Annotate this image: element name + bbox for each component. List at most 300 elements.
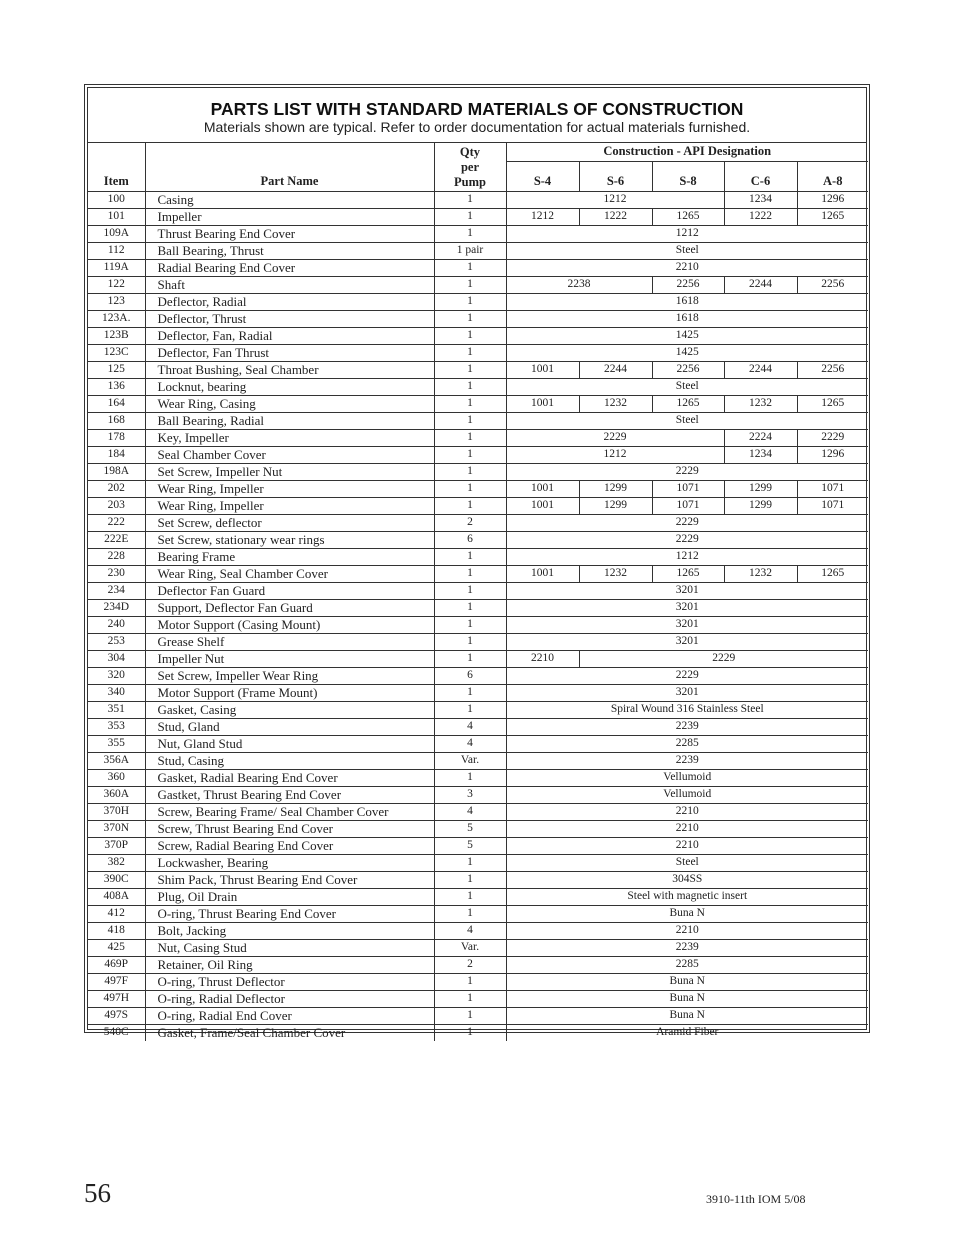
part-name: Motor Support (Frame Mount)	[145, 684, 434, 701]
material-cell: 304SS	[506, 871, 868, 888]
quantity: 1	[434, 548, 506, 565]
part-name: Screw, Bearing Frame/ Seal Chamber Cover	[145, 803, 434, 820]
part-name: Stud, Casing	[145, 752, 434, 769]
item-number: 356A	[88, 752, 145, 769]
material-cell: 1234	[724, 446, 797, 463]
quantity: 1	[434, 684, 506, 701]
quantity: 4	[434, 922, 506, 939]
item-number: 408A	[88, 888, 145, 905]
table-row	[88, 344, 868, 361]
table-row	[88, 684, 868, 701]
material-cell: Steel	[506, 242, 868, 259]
item-number: 253	[88, 633, 145, 650]
part-name: Deflector, Thrust	[145, 310, 434, 327]
material-cell: 2229	[506, 514, 868, 531]
part-name: Wear Ring, Casing	[145, 395, 434, 412]
part-name: Plug, Oil Drain	[145, 888, 434, 905]
table-row	[88, 769, 868, 786]
material-cell: 1212	[506, 225, 868, 242]
table-row	[88, 565, 868, 582]
table-row	[88, 650, 868, 667]
material-cell: 2210	[506, 922, 868, 939]
table-row	[88, 820, 868, 837]
item-number: 119A	[88, 259, 145, 276]
table-row	[88, 599, 868, 616]
quantity: 1	[434, 854, 506, 871]
material-cell: 2229	[506, 667, 868, 684]
table-row	[88, 225, 868, 242]
material-cell: 3201	[506, 684, 868, 701]
quantity: 1	[434, 208, 506, 225]
header-qty-line1: Qty	[459, 144, 481, 159]
item-number: 123B	[88, 327, 145, 344]
table-row	[88, 446, 868, 463]
part-name: O-ring, Thrust Bearing End Cover	[145, 905, 434, 922]
table-row	[88, 854, 868, 871]
part-name: Set Screw, Impeller Nut	[145, 463, 434, 480]
material-cell: 2210	[506, 259, 868, 276]
material-cell: 3201	[506, 616, 868, 633]
table-row	[88, 1024, 868, 1041]
material-cell: 2256	[797, 361, 868, 378]
item-number: 123A.	[88, 310, 145, 327]
quantity: 1	[434, 463, 506, 480]
material-cell: 2256	[797, 276, 868, 293]
quantity: 6	[434, 667, 506, 684]
table-row	[88, 395, 868, 412]
table-row	[88, 276, 868, 293]
quantity: 1	[434, 565, 506, 582]
material-cell: Buna N	[506, 973, 868, 990]
quantity: 1	[434, 412, 506, 429]
table-row	[88, 990, 868, 1007]
table-row	[88, 905, 868, 922]
material-cell: 1212	[506, 208, 579, 225]
table-row	[88, 463, 868, 480]
table-row	[88, 735, 868, 752]
table-header	[88, 143, 868, 191]
material-cell: 2229	[506, 429, 724, 446]
quantity: 1	[434, 446, 506, 463]
table-row	[88, 616, 868, 633]
part-name: Set Screw, deflector	[145, 514, 434, 531]
quantity: 6	[434, 531, 506, 548]
part-name: O-ring, Radial End Cover	[145, 1007, 434, 1024]
material-cell: 1296	[797, 446, 868, 463]
table-row	[88, 1007, 868, 1024]
item-number: 125	[88, 361, 145, 378]
document-reference: 3910-11th IOM 5/08	[706, 1192, 806, 1206]
part-name: Bolt, Jacking	[145, 922, 434, 939]
material-cell: Vellumoid	[506, 769, 868, 786]
part-name: Screw, Radial Bearing End Cover	[145, 837, 434, 854]
table-row	[88, 956, 868, 973]
material-cell: 1618	[506, 310, 868, 327]
table-row	[88, 361, 868, 378]
quantity: 4	[434, 718, 506, 735]
table-row	[88, 837, 868, 854]
part-name: Deflector Fan Guard	[145, 582, 434, 599]
quantity: 1 pair	[434, 242, 506, 259]
table-row	[88, 412, 868, 429]
material-cell: 1001	[506, 395, 579, 412]
part-name: Key, Impeller	[145, 429, 434, 446]
item-number: 164	[88, 395, 145, 412]
header-part-name: Part Name	[145, 143, 434, 191]
part-name: Deflector, Fan Thrust	[145, 344, 434, 361]
quantity: 1	[434, 633, 506, 650]
quantity: 1	[434, 497, 506, 514]
table-row	[88, 293, 868, 310]
material-cell: 1232	[579, 395, 652, 412]
material-cell: 2256	[652, 276, 724, 293]
material-cell: 3201	[506, 599, 868, 616]
part-name: Screw, Thrust Bearing End Cover	[145, 820, 434, 837]
material-cell: 1425	[506, 344, 868, 361]
material-cell: 2244	[724, 361, 797, 378]
quantity: 1	[434, 1024, 506, 1041]
material-cell: 1071	[797, 480, 868, 497]
table-row	[88, 531, 868, 548]
material-cell: 2244	[579, 361, 652, 378]
material-cell: 2256	[652, 361, 724, 378]
material-cell: Aramid Fiber	[506, 1024, 868, 1041]
part-name: Locknut, bearing	[145, 378, 434, 395]
table-row	[88, 310, 868, 327]
material-cell: 1265	[797, 395, 868, 412]
item-number: 109A	[88, 225, 145, 242]
item-number: 497F	[88, 973, 145, 990]
item-number: 234	[88, 582, 145, 599]
table-row	[88, 633, 868, 650]
material-cell: 2210	[506, 837, 868, 854]
material-cell: 1212	[506, 446, 724, 463]
quantity: 1	[434, 378, 506, 395]
material-cell: 2239	[506, 718, 868, 735]
item-number: 203	[88, 497, 145, 514]
part-name: Gasket, Radial Bearing End Cover	[145, 769, 434, 786]
part-name: Wear Ring, Seal Chamber Cover	[145, 565, 434, 582]
quantity: 2	[434, 514, 506, 531]
page-subtitle: Materials shown are typical. Refer to order documentation for actual materials furnished.	[203, 119, 751, 135]
quantity: 1	[434, 259, 506, 276]
part-name: Impeller	[145, 208, 434, 225]
material-cell: 1296	[797, 191, 868, 208]
part-name: Casing	[145, 191, 434, 208]
item-number: 123	[88, 293, 145, 310]
material-cell: 2239	[506, 752, 868, 769]
table-row	[88, 888, 868, 905]
material-cell: 1234	[724, 191, 797, 208]
quantity: 1	[434, 361, 506, 378]
quantity: 3	[434, 786, 506, 803]
quantity: 1	[434, 871, 506, 888]
part-name: Ball Bearing, Radial	[145, 412, 434, 429]
item-number: 304	[88, 650, 145, 667]
part-name: Seal Chamber Cover	[145, 446, 434, 463]
part-name: Bearing Frame	[145, 548, 434, 565]
material-cell: 1001	[506, 361, 579, 378]
part-name: Thrust Bearing End Cover	[145, 225, 434, 242]
material-cell: Buna N	[506, 905, 868, 922]
quantity: 1	[434, 293, 506, 310]
material-cell: 1232	[579, 565, 652, 582]
material-cell: 1001	[506, 497, 579, 514]
header-qty	[434, 143, 506, 191]
table-row	[88, 922, 868, 939]
item-number: 370H	[88, 803, 145, 820]
material-cell: 1299	[724, 497, 797, 514]
table-row	[88, 497, 868, 514]
parts-table	[88, 143, 868, 1041]
material-cell: 2224	[724, 429, 797, 446]
item-number: 418	[88, 922, 145, 939]
table-row	[88, 429, 868, 446]
quantity: 1	[434, 701, 506, 718]
header-c6: C-6	[724, 161, 797, 191]
item-number: 355	[88, 735, 145, 752]
item-number: 122	[88, 276, 145, 293]
material-cell: 3201	[506, 582, 868, 599]
material-cell: Spiral Wound 316 Stainless Steel	[506, 701, 868, 718]
quantity: 1	[434, 480, 506, 497]
part-name: Gasket, Casing	[145, 701, 434, 718]
item-number: 353	[88, 718, 145, 735]
quantity: Var.	[434, 752, 506, 769]
parts-list-frame	[84, 84, 870, 1040]
quantity: 5	[434, 837, 506, 854]
part-name: Impeller Nut	[145, 650, 434, 667]
quantity: 1	[434, 973, 506, 990]
material-cell: 1222	[579, 208, 652, 225]
table-row	[88, 480, 868, 497]
part-name: Set Screw, Impeller Wear Ring	[145, 667, 434, 684]
quantity: 1	[434, 395, 506, 412]
table-row	[88, 667, 868, 684]
table-row	[88, 973, 868, 990]
quantity: 1	[434, 1007, 506, 1024]
item-number: 370P	[88, 837, 145, 854]
header-s8: S-8	[652, 161, 724, 191]
material-cell: 1212	[506, 191, 724, 208]
item-number: 230	[88, 565, 145, 582]
material-cell: 1299	[724, 480, 797, 497]
part-name: O-ring, Radial Deflector	[145, 990, 434, 1007]
quantity: 1	[434, 344, 506, 361]
table-row	[88, 718, 868, 735]
material-cell: 2210	[506, 820, 868, 837]
quantity: 1	[434, 191, 506, 208]
header-a8: A-8	[797, 161, 868, 191]
item-number: 351	[88, 701, 145, 718]
item-number: 497S	[88, 1007, 145, 1024]
material-cell: 1212	[506, 548, 868, 565]
material-cell: 1001	[506, 480, 579, 497]
part-name: Grease Shelf	[145, 633, 434, 650]
material-cell: 2285	[506, 956, 868, 973]
quantity: 1	[434, 616, 506, 633]
material-cell: 1618	[506, 293, 868, 310]
quantity: Var.	[434, 939, 506, 956]
part-name: Nut, Gland Stud	[145, 735, 434, 752]
material-cell: 2285	[506, 735, 868, 752]
material-cell: Vellumoid	[506, 786, 868, 803]
header-s4: S-4	[506, 161, 579, 191]
part-name: Deflector, Radial	[145, 293, 434, 310]
item-number: 540C	[88, 1024, 145, 1041]
material-cell: 1299	[579, 480, 652, 497]
table-row	[88, 871, 868, 888]
item-number: 469P	[88, 956, 145, 973]
part-name: Gastket, Thrust Bearing End Cover	[145, 786, 434, 803]
part-name: Support, Deflector Fan Guard	[145, 599, 434, 616]
header-item: Item	[88, 143, 145, 191]
item-number: 320	[88, 667, 145, 684]
table-row	[88, 582, 868, 599]
part-name: Wear Ring, Impeller	[145, 497, 434, 514]
material-cell: 1265	[652, 395, 724, 412]
table-row	[88, 208, 868, 225]
item-number: 234D	[88, 599, 145, 616]
material-cell: Buna N	[506, 1007, 868, 1024]
header-construction: Construction - API Designation	[506, 143, 868, 161]
material-cell: 1265	[652, 565, 724, 582]
material-cell: 2229	[506, 531, 868, 548]
material-cell: 1071	[797, 497, 868, 514]
table-row	[88, 786, 868, 803]
material-cell: 3201	[506, 633, 868, 650]
table-row	[88, 378, 868, 395]
material-cell: 1265	[797, 565, 868, 582]
material-cell: 1071	[652, 480, 724, 497]
material-cell: Steel with magnetic insert	[506, 888, 868, 905]
part-name: Shim Pack, Thrust Bearing End Cover	[145, 871, 434, 888]
item-number: 101	[88, 208, 145, 225]
table-body	[88, 191, 868, 1041]
material-cell: 2238	[506, 276, 652, 293]
parts-list-inner-frame	[87, 87, 867, 1040]
material-cell: 1232	[724, 565, 797, 582]
item-number: 184	[88, 446, 145, 463]
part-name: Nut, Casing Stud	[145, 939, 434, 956]
quantity: 1	[434, 310, 506, 327]
item-number: 370N	[88, 820, 145, 837]
quantity: 1	[434, 990, 506, 1007]
quantity: 4	[434, 735, 506, 752]
part-name: Gasket, Frame/Seal Chamber Cover	[145, 1024, 434, 1041]
table-row	[88, 939, 868, 956]
part-name: Set Screw, stationary wear rings	[145, 531, 434, 548]
item-number: 222E	[88, 531, 145, 548]
header-qty-line2: per	[460, 159, 480, 174]
material-cell: 2239	[506, 939, 868, 956]
quantity: 1	[434, 429, 506, 446]
material-cell: 2210	[506, 650, 579, 667]
material-cell: Steel	[506, 854, 868, 871]
item-number: 240	[88, 616, 145, 633]
material-cell: 1425	[506, 327, 868, 344]
item-number: 390C	[88, 871, 145, 888]
item-number: 222	[88, 514, 145, 531]
quantity: 1	[434, 582, 506, 599]
item-number: 360A	[88, 786, 145, 803]
title-block	[88, 88, 866, 143]
material-cell: 1299	[579, 497, 652, 514]
part-name: Retainer, Oil Ring	[145, 956, 434, 973]
item-number: 228	[88, 548, 145, 565]
item-number: 178	[88, 429, 145, 446]
part-name: Wear Ring, Impeller	[145, 480, 434, 497]
part-name: Throat Bushing, Seal Chamber	[145, 361, 434, 378]
part-name: O-ring, Thrust Deflector	[145, 973, 434, 990]
page-number: 56	[84, 1178, 111, 1208]
header-s6: S-6	[579, 161, 652, 191]
page-title: PARTS LIST WITH STANDARD MATERIALS OF CONSTRUCTION	[210, 99, 744, 119]
item-number: 425	[88, 939, 145, 956]
part-name: Motor Support (Casing Mount)	[145, 616, 434, 633]
table-row	[88, 514, 868, 531]
material-cell: 1071	[652, 497, 724, 514]
quantity: 1	[434, 599, 506, 616]
material-cell: 1265	[652, 208, 724, 225]
quantity: 1	[434, 769, 506, 786]
item-number: 100	[88, 191, 145, 208]
part-name: Shaft	[145, 276, 434, 293]
material-cell: 2244	[724, 276, 797, 293]
material-cell: Buna N	[506, 990, 868, 1007]
material-cell: 1232	[724, 395, 797, 412]
item-number: 382	[88, 854, 145, 871]
quantity: 4	[434, 803, 506, 820]
material-cell: 2229	[797, 429, 868, 446]
quantity: 1	[434, 905, 506, 922]
part-name: Radial Bearing End Cover	[145, 259, 434, 276]
material-cell: 1001	[506, 565, 579, 582]
material-cell: 2229	[506, 463, 868, 480]
table-row	[88, 701, 868, 718]
quantity: 2	[434, 956, 506, 973]
table-row	[88, 548, 868, 565]
header-qty-line3: Pump	[454, 174, 486, 189]
item-number: 340	[88, 684, 145, 701]
quantity: 1	[434, 650, 506, 667]
item-number: 412	[88, 905, 145, 922]
item-number: 497H	[88, 990, 145, 1007]
part-name: Deflector, Fan, Radial	[145, 327, 434, 344]
table-row	[88, 803, 868, 820]
material-cell: Steel	[506, 378, 868, 395]
item-number: 360	[88, 769, 145, 786]
material-cell: 1222	[724, 208, 797, 225]
material-cell: 2210	[506, 803, 868, 820]
part-name: Lockwasher, Bearing	[145, 854, 434, 871]
table-row	[88, 752, 868, 769]
part-name: Ball Bearing, Thrust	[145, 242, 434, 259]
material-cell: 2229	[579, 650, 868, 667]
table-row	[88, 242, 868, 259]
quantity: 5	[434, 820, 506, 837]
table-row	[88, 191, 868, 208]
quantity: 1	[434, 225, 506, 242]
material-cell: Steel	[506, 412, 868, 429]
item-number: 136	[88, 378, 145, 395]
quantity: 1	[434, 276, 506, 293]
item-number: 198A	[88, 463, 145, 480]
item-number: 168	[88, 412, 145, 429]
item-number: 202	[88, 480, 145, 497]
quantity: 1	[434, 888, 506, 905]
part-name: Stud, Gland	[145, 718, 434, 735]
